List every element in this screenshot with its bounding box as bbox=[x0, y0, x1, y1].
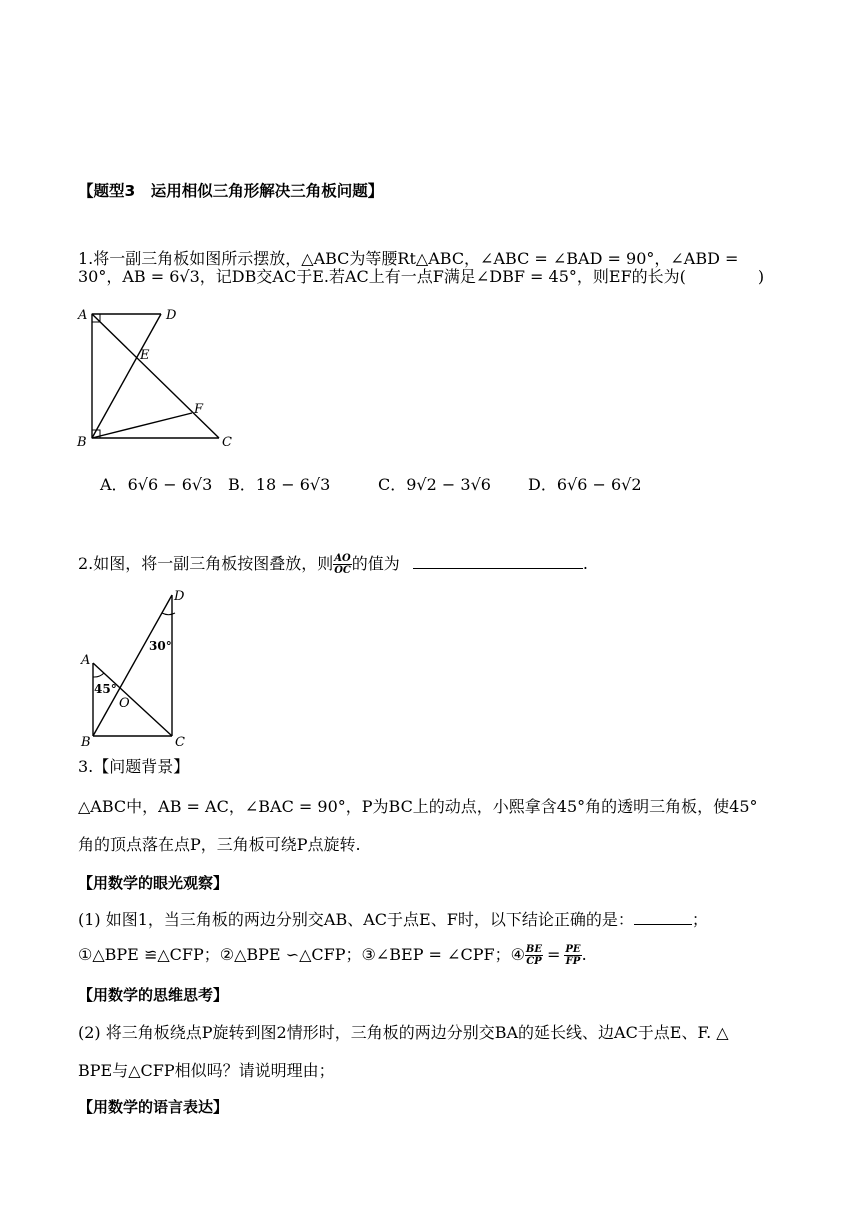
q3-part1 bbox=[78, 908, 708, 931]
q1-line2 bbox=[78, 266, 764, 288]
q3-frac1 bbox=[525, 944, 543, 967]
q3-background-line1: △ABC中，AB = AC，∠BAC = 90°，P为BC上的动点，小熙拿含45°角的透明三角板，使45° bbox=[78, 797, 758, 816]
q1-label-c: C bbox=[222, 435, 232, 450]
option-d-value: 6√6 − 6√2 bbox=[556, 475, 642, 494]
q3-section-express: 【用数学的语言表达】 bbox=[78, 1098, 229, 1116]
q1-label-d: D bbox=[166, 308, 177, 323]
q1-label-a: A bbox=[78, 308, 88, 323]
q1-figure bbox=[74, 303, 244, 451]
q2-line bbox=[78, 552, 588, 576]
q3-part2-line2: BPE与△CFP相似吗？请说明理由； bbox=[78, 1061, 335, 1080]
q2-suffix: 的值为 bbox=[351, 554, 400, 573]
q2-label-a: A bbox=[81, 653, 91, 668]
option-b-label: B． bbox=[228, 475, 256, 494]
q2-answer-blank[interactable] bbox=[413, 552, 583, 569]
q2-frac-num: AO bbox=[334, 553, 351, 564]
q1-line1: 1.将一副三角板如图所示摆放，△ABC为等腰Rt△ABC，∠ABC = ∠BAD = 90°，∠ABD = bbox=[78, 249, 739, 268]
q3-frac2 bbox=[564, 944, 581, 967]
q3-choices-eq: = bbox=[547, 945, 561, 964]
q3-choices bbox=[78, 944, 587, 967]
q1-option-b[interactable] bbox=[228, 474, 330, 496]
q3-frac1-den: CP bbox=[526, 956, 542, 967]
q2-frac-den: OC bbox=[334, 565, 351, 576]
option-a-value: 6√6 − 6√3 bbox=[127, 475, 213, 494]
q3-title: 3.【问题背景】 bbox=[78, 757, 190, 776]
q2-label-b: B bbox=[81, 735, 91, 748]
q1-label-b: B bbox=[77, 435, 87, 450]
section-heading: 【题型3 运用相似三角形解决三角板问题】 bbox=[78, 182, 384, 200]
option-c-value: 9√2 − 3√6 bbox=[406, 475, 491, 494]
q3-background-line2: 角的顶点落在点P，三角板可绕P点旋转. bbox=[78, 835, 361, 854]
option-a-label: A． bbox=[100, 475, 128, 494]
q3-frac2-den: FP bbox=[565, 956, 581, 967]
q3-section-think: 【用数学的思维思考】 bbox=[78, 986, 229, 1004]
q2-label-c: C bbox=[175, 735, 185, 748]
q2-label-o: O bbox=[119, 696, 130, 711]
q3-part1-end: ； bbox=[691, 910, 708, 929]
q3-choices-text: ①△BPE ≌△CFP；②△BPE ∽△CFP；③∠BEP = ∠CPF；④ bbox=[78, 945, 525, 964]
q1-label-f: F bbox=[194, 402, 204, 417]
option-c-label: C． bbox=[378, 475, 407, 494]
q2-angle-45: 45° bbox=[94, 682, 117, 696]
q1-label-e: E bbox=[140, 348, 150, 363]
q2-fraction bbox=[333, 553, 351, 576]
q2-angle-30: 30° bbox=[149, 639, 172, 653]
q2-end: . bbox=[582, 554, 588, 573]
q2-figure bbox=[78, 586, 198, 748]
q3-section-observe: 【用数学的眼光观察】 bbox=[78, 874, 229, 892]
q3-part1-text: (1) 如图1，当三角板的两边分别交AB、AC于点E、F时，以下结论正确的是： bbox=[78, 910, 634, 929]
q2-prefix: 2.如图，将一副三角板按图叠放，则 bbox=[78, 554, 334, 573]
q1-line2-close: ) bbox=[757, 267, 765, 286]
q3-frac2-num: PE bbox=[565, 944, 581, 955]
q3-part2-line1: (2) 将三角板绕点P旋转到图2情形时，三角板的两边分别交BA的延长线、边AC于点E、F. △ bbox=[78, 1023, 729, 1042]
q3-part1-blank[interactable] bbox=[634, 908, 692, 925]
option-b-value: 18 − 6√3 bbox=[255, 475, 331, 494]
q1-option-d[interactable] bbox=[528, 474, 642, 496]
q1-line2-text: 30°，AB = 6√3，记DB交AC于E.若AC上有一点F满足∠DBF = 45°，则EF的长为( bbox=[78, 267, 686, 286]
option-d-label: D． bbox=[528, 475, 557, 494]
q1-option-a[interactable] bbox=[100, 474, 212, 496]
q1-option-c[interactable] bbox=[378, 474, 491, 496]
q2-label-d: D bbox=[174, 589, 185, 604]
q3-choices-end: . bbox=[581, 945, 587, 964]
q3-frac1-num: BE bbox=[525, 944, 542, 955]
